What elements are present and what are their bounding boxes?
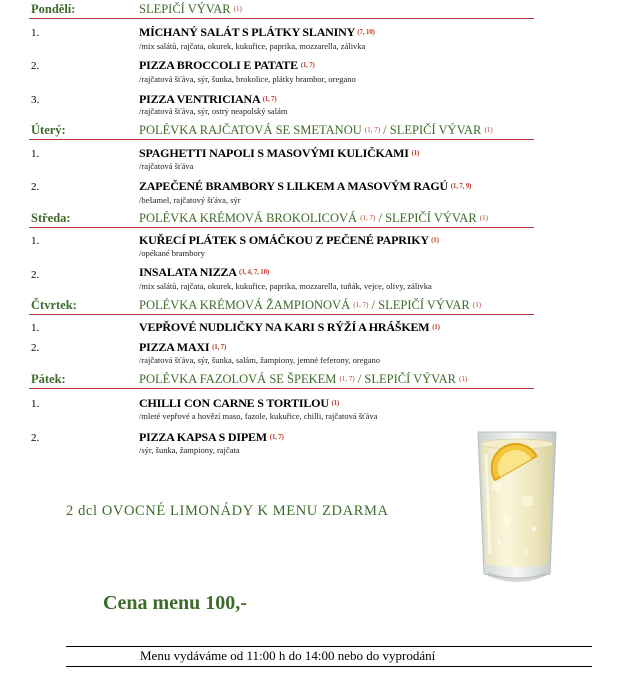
meal-title: PIZZA MAXI (139, 340, 210, 354)
soup-separator: / (368, 298, 379, 312)
meal-number: 2. (31, 269, 40, 281)
soups-of-day (139, 372, 467, 387)
menu-price: Cena menu 100,- (103, 592, 247, 614)
meal-title: PIZZA VENTRICIANA (139, 92, 260, 106)
soup-name: SLEPIČÍ VÝVAR (385, 211, 477, 225)
meal-name (139, 396, 339, 411)
meal-title: VEPŘOVÉ NUDLIČKY NA KARI S RÝŽÍ A HRÁŠKEM (139, 320, 430, 334)
meal-number: 1. (31, 235, 40, 247)
meal-title: ZAPEČENÉ BRAMBORY S LILKEM A MASOVÝM RAGÚ (139, 179, 448, 193)
allergen-codes: (1, 7) (364, 126, 381, 134)
day-header-thursday (29, 298, 534, 315)
meal-title: CHILLI CON CARNE S TORTILOU (139, 396, 329, 410)
soups-of-day (139, 211, 488, 226)
allergen-codes: (1) (472, 301, 482, 309)
soup-name: POLÉVKA RAJČATOVÁ SE SMETANOU (139, 123, 362, 137)
meal-number: 2. (31, 342, 40, 354)
soup-separator: / (375, 211, 386, 225)
allergen-codes: (1, 7) (262, 95, 277, 103)
soup-name: POLÉVKA FAZOLOVÁ SE ŠPEKEM (139, 372, 337, 386)
allergen-codes: (1) (411, 149, 420, 157)
meal-ingredients: /rajčatová šťáva, sýr, šunka, brokolice, plátky brambor, oregano (139, 74, 356, 84)
allergen-codes: (1, 7) (353, 301, 369, 309)
meal-ingredients: /sýr, šunka, žampiony, rajčata (139, 445, 240, 455)
meal-name (139, 320, 440, 335)
allergen-codes: (1) (431, 236, 439, 244)
lemonade-glass-image (474, 424, 560, 590)
allergen-codes: (1, 7) (269, 433, 284, 441)
allergen-codes: (1) (432, 323, 440, 331)
meal-title: KUŘECÍ PLÁTEK S OMÁČKOU Z PEČENÉ PAPRIKY (139, 233, 429, 247)
soup-name: SLEPIČÍ VÝVAR (139, 2, 231, 16)
serving-hours-note: Menu vydáváme od 11:00 h do 14:00 nebo do vyprodání (140, 648, 436, 663)
allergen-codes: (1, 7) (212, 343, 227, 351)
soups-of-day (139, 298, 481, 313)
meal-ingredients: /rajčatová šťáva (139, 161, 194, 171)
meal-name (139, 146, 419, 161)
meal-number: 2. (31, 432, 40, 444)
day-name: Čtvrtek: (31, 298, 77, 312)
meal-number: 3. (31, 94, 40, 106)
allergen-codes: (1, 7) (339, 375, 355, 383)
meal-name (139, 233, 439, 248)
meal-ingredients: /mix salátů, rajčata, okurek, kukuřice, paprika, mozzarella, tuňák, vejce, olivy, zálivka (139, 281, 432, 291)
meal-number: 1. (31, 322, 40, 334)
allergen-codes: (1, 7, 9) (450, 182, 472, 190)
divider-top (66, 646, 592, 647)
soups-of-day (139, 123, 493, 138)
meal-ingredients: /mleté vepřové a hovězí maso, fazole, kukuřice, chilli, rajčatová šťáva (139, 411, 378, 421)
meal-name (139, 340, 226, 355)
meal-ingredients: /opékané brambory (139, 248, 205, 258)
meal-title: PIZZA BROCCOLI E PATATE (139, 58, 298, 72)
divider-bottom (66, 666, 592, 667)
meal-title: SPAGHETTI NAPOLI S MASOVÝMI KULIČKAMI (139, 146, 409, 160)
soup-name: POLÉVKA KRÉMOVÁ ŽAMPIONOVÁ (139, 298, 351, 312)
meal-number: 1. (31, 27, 40, 39)
meal-title: MÍCHANÝ SALÁT S PLÁTKY SLANINY (139, 25, 355, 39)
day-name: Pátek: (31, 372, 66, 386)
soup-name: SLEPIČÍ VÝVAR (378, 298, 470, 312)
day-name: Úterý: (31, 123, 66, 137)
soup-name: SLEPIČÍ VÝVAR (389, 123, 482, 137)
free-lemonade-promo: 2 dcl OVOCNÉ LIMONÁDY K MENU ZDARMA (66, 503, 389, 519)
meal-ingredients: /rajčatová šťáva, sýr, šunka, salám, žampiony, jemné feferony, oregano (139, 355, 381, 365)
meal-ingredients: /mix salátů, rajčata, okurek, kukuřice, paprika, mozzarella, zálivka (139, 41, 366, 51)
meal-number: 1. (31, 148, 40, 160)
day-header-monday (29, 2, 534, 19)
allergen-codes: (3, 4, 7, 10) (238, 268, 269, 276)
allergen-codes: (1, 7) (300, 61, 315, 69)
meal-name (139, 92, 277, 107)
soup-separator: / (354, 372, 365, 386)
meal-name (139, 265, 269, 280)
meal-title: INSALATA NIZZA (139, 265, 237, 279)
meal-number: 1. (31, 398, 40, 410)
meal-name (139, 58, 315, 73)
day-name: Středa: (31, 211, 71, 225)
meal-name (139, 25, 375, 40)
soup-of-day (139, 2, 242, 17)
meal-ingredients: /rajčatová šťáva, sýr, ostrý neapolský salám (139, 106, 288, 116)
allergen-codes: (1) (484, 126, 493, 134)
allergen-codes: (1, 7) (360, 214, 376, 222)
meal-number: 2. (31, 60, 40, 72)
day-header-tuesday (29, 123, 534, 140)
soup-name: POLÉVKA KRÉMOVÁ BROKOLICOVÁ (139, 211, 358, 225)
day-header-friday (29, 372, 534, 389)
meal-number: 2. (31, 181, 40, 193)
allergen-codes: (1) (331, 399, 340, 407)
soup-separator: / (380, 123, 390, 137)
allergen-codes: (1) (459, 375, 468, 383)
meal-ingredients: /bešamel, rajčatový šťáva, sýr (139, 195, 241, 205)
soup-name: SLEPIČÍ VÝVAR (364, 372, 456, 386)
meal-title: PIZZA KAPSA S DIPEM (139, 430, 267, 444)
allergen-codes: (7, 10) (357, 28, 375, 36)
meal-name (139, 179, 471, 194)
day-header-wednesday (29, 211, 534, 228)
meal-name (139, 430, 284, 445)
allergen-codes: (1) (233, 5, 242, 13)
day-name: Pondělí: (31, 2, 76, 16)
allergen-codes: (1) (479, 214, 488, 222)
